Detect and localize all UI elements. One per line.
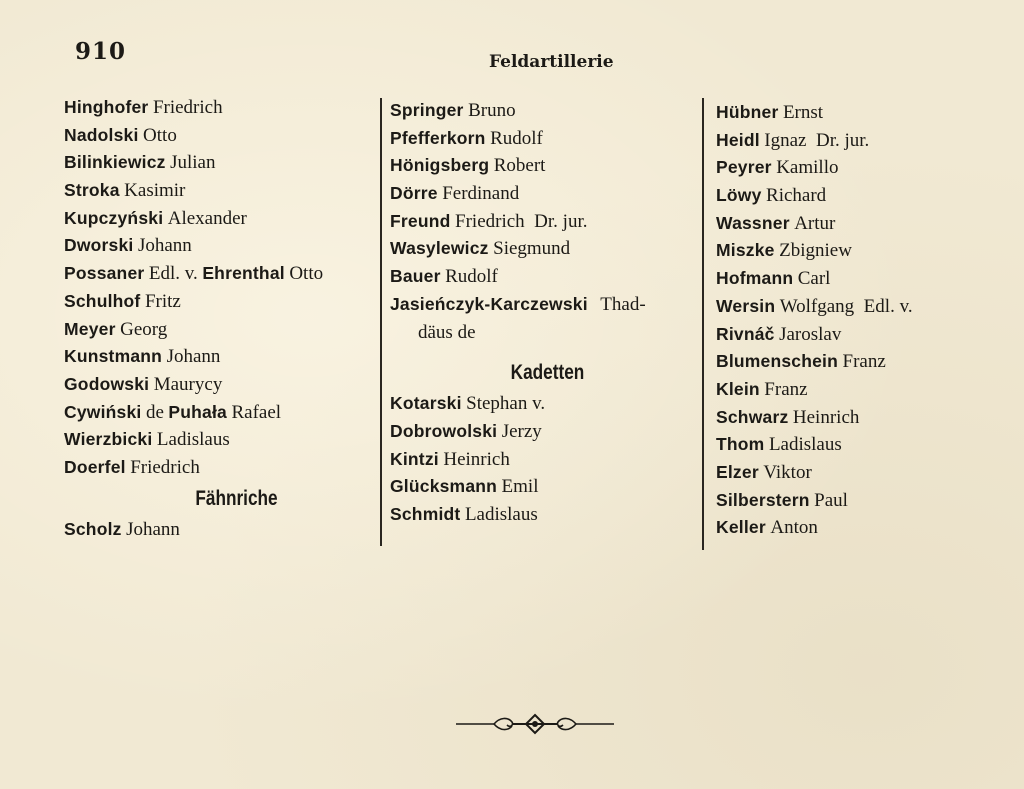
list-item xyxy=(64,260,374,288)
surname: Blumenschein xyxy=(716,351,839,372)
list-item xyxy=(716,99,1016,127)
list-item xyxy=(716,210,1016,238)
surname: Rivnáč xyxy=(716,323,775,344)
list-item xyxy=(716,182,1016,210)
given-name: Otto xyxy=(289,263,324,285)
column-3 xyxy=(716,99,1016,542)
list-item xyxy=(390,180,710,208)
given-name: Ladislaus xyxy=(768,434,842,456)
given-name: Rudolf xyxy=(445,266,498,288)
surname: Freund xyxy=(390,210,451,231)
given-name: Siegmund xyxy=(493,238,571,260)
given-name: Fritz xyxy=(144,290,181,312)
surname: Kintzi xyxy=(390,448,439,469)
surname: Kotarski xyxy=(390,393,462,414)
list-item xyxy=(390,291,710,319)
section-heading-kadetten: Kadetten xyxy=(510,361,585,385)
list-item xyxy=(716,514,1016,542)
list-item xyxy=(390,208,710,236)
list-item xyxy=(64,399,374,427)
list-item xyxy=(390,501,710,529)
given-name: Otto xyxy=(143,124,177,146)
list-item xyxy=(716,487,1016,515)
list-item xyxy=(716,348,1016,376)
given-name: Kamillo xyxy=(776,157,839,179)
surname: Wersin xyxy=(716,295,776,316)
list-item xyxy=(64,343,374,371)
surname: Scholz xyxy=(64,518,122,539)
list-item xyxy=(716,265,1016,293)
surname: Wierzbicki xyxy=(64,429,153,450)
given-name: Johann xyxy=(166,346,221,368)
list-item xyxy=(716,154,1016,182)
given-name: Kasimir xyxy=(124,180,186,202)
given-name: Artur xyxy=(794,212,836,234)
list-item xyxy=(390,97,710,125)
surname: Heidl xyxy=(716,129,760,150)
page-number: 910 xyxy=(75,38,127,65)
surname: Wassner xyxy=(716,212,790,233)
list-item xyxy=(64,94,374,122)
surname: Miszke xyxy=(716,240,775,261)
given-name: Rafael xyxy=(231,401,282,423)
list-item-continuation xyxy=(390,319,710,347)
column-2 xyxy=(390,97,710,529)
surname: Springer xyxy=(390,100,464,120)
surname: Glücksmann xyxy=(390,476,498,497)
list-item xyxy=(390,152,710,180)
surname: Stroka xyxy=(64,180,120,201)
given-name: Wolfgang Edl. v. xyxy=(779,295,913,317)
column-divider xyxy=(380,98,382,546)
list-item xyxy=(390,263,710,291)
surname: Hinghofer xyxy=(64,97,149,117)
given-name: Ignaz Dr. jur. xyxy=(764,129,870,151)
given-name: Thad- xyxy=(600,293,646,315)
given-name: Jerzy xyxy=(501,420,542,442)
surname: Schulhof xyxy=(64,290,141,311)
given-name: Robert xyxy=(493,155,546,177)
list-item xyxy=(64,316,374,344)
list-item xyxy=(390,235,710,263)
given-name: Ernst xyxy=(782,102,824,123)
surname: Peyrer xyxy=(716,157,772,178)
list-item xyxy=(390,125,710,153)
list-item xyxy=(64,516,374,544)
list-item xyxy=(64,371,374,399)
given-name: Paul xyxy=(814,489,848,511)
surname: Schmidt xyxy=(390,503,461,524)
given-name: Jaroslav xyxy=(779,323,842,345)
surname: Kupczyński xyxy=(64,207,164,228)
list-item xyxy=(390,446,710,474)
surname: Schwarz xyxy=(716,406,789,427)
surname: Dobrowolski xyxy=(390,420,498,441)
surname: Hübner xyxy=(716,102,779,122)
list-item xyxy=(64,426,374,454)
given-name: de xyxy=(145,401,164,423)
given-name: Richard xyxy=(766,185,827,207)
list-item xyxy=(716,293,1016,321)
surname: Meyer xyxy=(64,318,116,339)
surname: Thom xyxy=(716,434,765,455)
given-name: Franz xyxy=(764,378,808,400)
column-1 xyxy=(64,94,374,543)
list-item xyxy=(716,404,1016,432)
given-name: Johann xyxy=(137,235,192,257)
given-name: Julian xyxy=(170,152,216,174)
surname: Doerfel xyxy=(64,456,126,477)
surname: Ehrenthal xyxy=(202,263,285,284)
surname: Hönigsberg xyxy=(390,155,490,176)
list-item xyxy=(390,473,710,501)
list-item xyxy=(716,376,1016,404)
list-item xyxy=(64,122,374,150)
list-item xyxy=(64,149,374,177)
surname: Hofmann xyxy=(716,268,794,289)
given-name: Franz xyxy=(842,351,886,373)
surname: Elzer xyxy=(716,461,759,482)
surname: Keller xyxy=(716,517,766,538)
surname: Pfefferkorn xyxy=(390,127,486,148)
running-head: Feldartillerie xyxy=(489,52,614,72)
given-name: Ladislaus xyxy=(156,429,230,451)
given-name: Heinrich xyxy=(443,448,510,470)
list-item xyxy=(390,418,710,446)
given-name: Georg xyxy=(120,318,168,340)
list-item xyxy=(64,232,374,260)
given-name: Zbigniew xyxy=(779,240,852,262)
surname: Silberstern xyxy=(716,489,810,510)
list-item xyxy=(716,431,1016,459)
given-name: Anton xyxy=(770,517,818,539)
surname: Nadolski xyxy=(64,124,139,145)
given-name: Johann xyxy=(126,518,180,540)
given-name: däus de xyxy=(418,321,476,343)
section-heading-faehnriche: Fähnriche xyxy=(195,486,278,510)
list-item xyxy=(64,288,374,316)
given-name: Friedrich xyxy=(152,97,223,118)
surname: Dörre xyxy=(390,183,438,204)
surname: Possaner xyxy=(64,263,145,284)
surname: Löwy xyxy=(716,185,762,206)
surname: Bilinkiewicz xyxy=(64,152,166,173)
list-item xyxy=(716,237,1016,265)
list-item xyxy=(64,177,374,205)
list-item xyxy=(716,459,1016,487)
given-name: Friedrich xyxy=(130,456,200,478)
surname: Jasieńczyk-Karczewski xyxy=(390,293,588,314)
surname: Klein xyxy=(716,378,760,399)
list-item xyxy=(390,390,710,418)
given-name: Rudolf xyxy=(490,127,543,149)
surname: Godowski xyxy=(64,373,150,394)
given-name: Heinrich xyxy=(792,406,860,428)
surname: Kunstmann xyxy=(64,346,163,367)
given-name: Bruno xyxy=(468,100,516,121)
list-item xyxy=(716,127,1016,155)
list-item xyxy=(64,205,374,233)
given-name: Ladislaus xyxy=(464,503,538,525)
given-name: Ferdinand xyxy=(442,183,520,205)
surname: Cywiński xyxy=(64,401,142,422)
given-name: Maurycy xyxy=(153,373,223,395)
given-name: Carl xyxy=(797,268,831,290)
end-of-section-flourish-icon xyxy=(456,713,614,735)
list-item xyxy=(64,454,374,482)
given-name: Alexander xyxy=(167,207,247,229)
surname: Puhała xyxy=(168,401,227,422)
given-name: Edl. v. xyxy=(148,263,198,285)
surname: Dworski xyxy=(64,235,134,256)
given-name: Friedrich Dr. jur. xyxy=(455,210,588,232)
given-name: Emil xyxy=(501,476,539,498)
given-name: Stephan v. xyxy=(466,393,546,415)
surname: Bauer xyxy=(390,266,441,287)
surname: Wasylewicz xyxy=(390,238,489,259)
list-item xyxy=(716,321,1016,349)
given-name: Viktor xyxy=(763,461,812,483)
